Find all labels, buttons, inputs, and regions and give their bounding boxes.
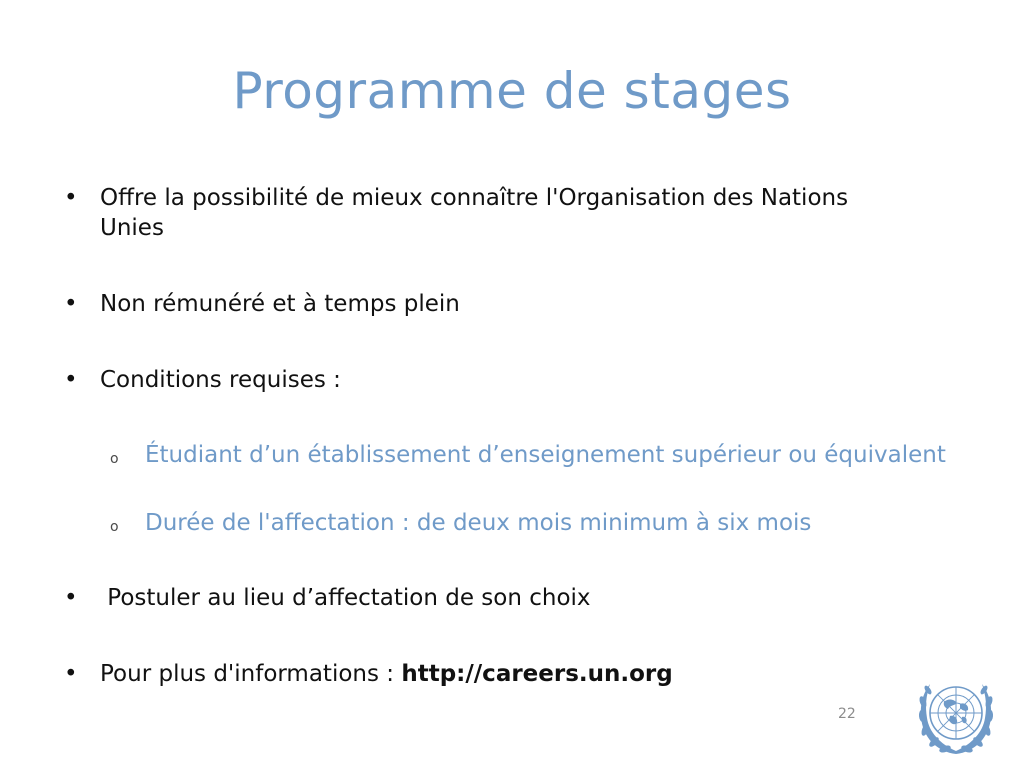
sub-bullet-text: Étudiant d’un établissement d’enseignement supérieur ou équivalent <box>145 442 946 468</box>
bullet-item-non-remunere <box>64 289 884 319</box>
sub-bullet-icon: o <box>110 519 119 535</box>
careers-link[interactable]: http://careers.un.org <box>401 661 673 687</box>
bullet-icon: • <box>64 185 78 211</box>
bullet-text: Conditions requises : <box>100 367 341 393</box>
bullet-text: Postuler au lieu d’affectation de son choix <box>100 585 591 611</box>
sub-bullet-text: Durée de l'affectation : de deux mois minimum à six mois <box>145 510 812 536</box>
bullet-text: Non rémunéré et à temps plein <box>100 291 460 317</box>
sub-bullet-etudiant <box>110 440 950 470</box>
bullet-item-informations <box>64 659 884 689</box>
bullet-icon: • <box>64 367 78 393</box>
bullet-icon: • <box>64 585 78 611</box>
bullet-item-conditions <box>64 365 884 395</box>
bullet-text <box>100 659 884 689</box>
bullet-text: Offre la possibilité de mieux connaître l'Organisation des Nations Unies <box>100 185 849 241</box>
un-emblem-icon <box>904 672 1008 760</box>
bullet-item-postuler <box>64 583 884 613</box>
info-prefix: Pour plus d'informations : <box>100 661 402 687</box>
bullet-icon: • <box>64 291 78 317</box>
bullet-item-offre <box>64 183 884 243</box>
bullet-icon: • <box>64 661 78 687</box>
page-number: 22 <box>838 706 856 722</box>
sub-bullet-icon: o <box>110 451 119 467</box>
sub-bullet-duree <box>110 508 950 538</box>
slide-title: Programme de stages <box>232 62 792 120</box>
